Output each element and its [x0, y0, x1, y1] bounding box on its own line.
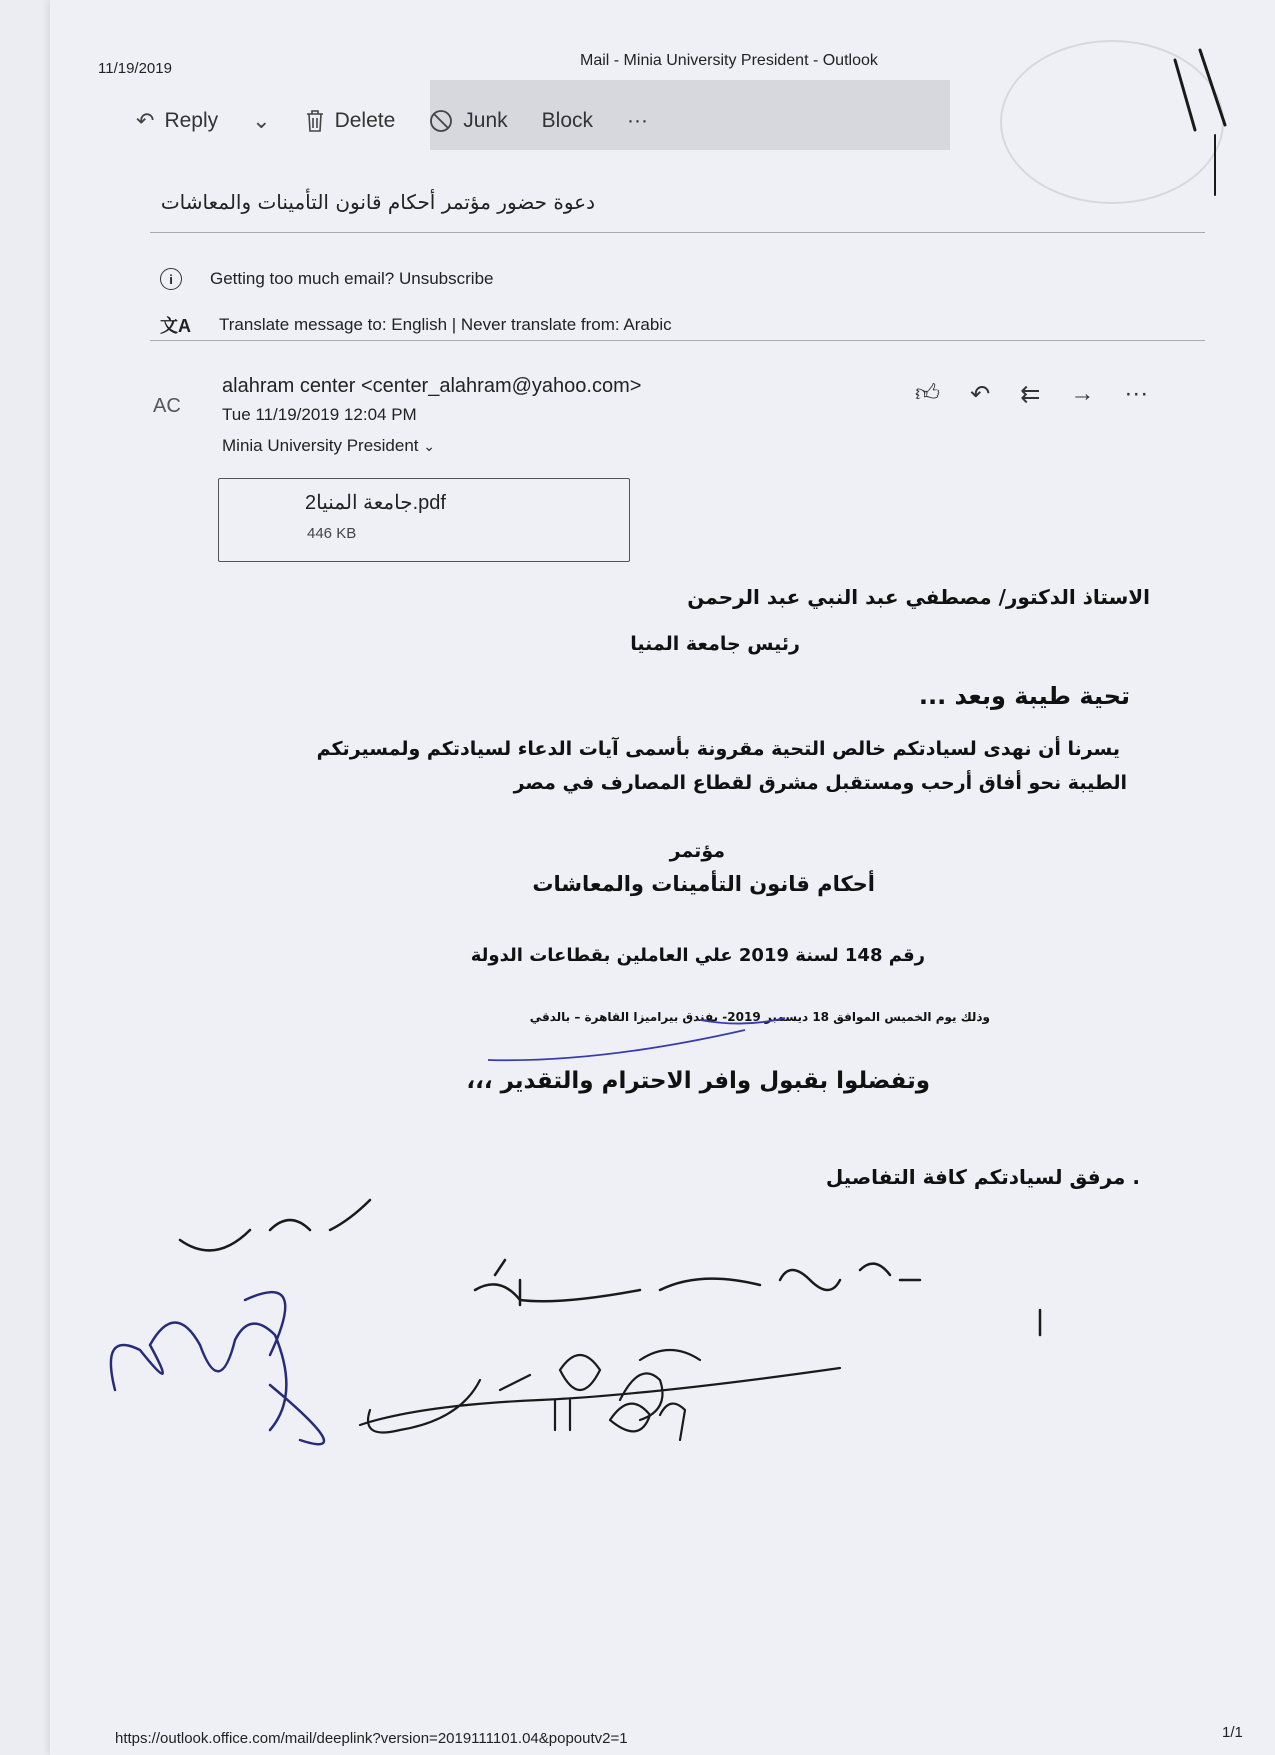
message-datetime: Tue 11/19/2019 12:04 PM: [222, 405, 417, 424]
attachment-size: 446 KB: [307, 525, 357, 542]
letter-recipient-title: رئيس جامعة المنيا: [630, 633, 800, 655]
forward-icon[interactable]: →: [1070, 380, 1095, 407]
signature-date: [360, 1350, 840, 1440]
date-underline: [488, 1030, 745, 1060]
letter-body-line: الطيبة نحو أفاق أرحب ومستقبل مشرق لقطاع المصارف في مصر: [513, 772, 1127, 794]
letter-greeting: تحية طيبة وبعد ...: [918, 682, 1130, 710]
more-icon[interactable]: ···: [1124, 380, 1149, 407]
chevron-down-icon: ⌄: [423, 438, 435, 454]
law-number: رقم 148 لسنة 2019 علي العاملين بقطاعات الدولة: [470, 945, 925, 966]
print-date: 11/19/2019: [98, 60, 172, 77]
more-icon: ···: [627, 109, 648, 132]
chevron-down-icon: ⌄: [252, 108, 271, 133]
unsubscribe-text[interactable]: Getting too much email? Unsubscribe: [210, 269, 494, 288]
signature: [111, 1292, 324, 1444]
translate-text[interactable]: Translate message to: English | Never translate from: Arabic: [219, 315, 672, 334]
reply-icon[interactable]: ↶: [970, 381, 991, 408]
translate-icon: 文A: [160, 316, 191, 336]
conference-label: مؤتمر: [669, 840, 725, 862]
conference-title: أحكام قانون التأمينات والمعاشات: [532, 872, 875, 896]
sender-avatar: AC: [153, 395, 181, 417]
print-title: Mail - Minia University President - Outlook: [580, 52, 878, 69]
reply-all-icon[interactable]: ⇇: [1020, 381, 1041, 408]
handwritten-note: [180, 1200, 1040, 1335]
recipient-name: Minia University President: [222, 436, 419, 455]
attachment-name[interactable]: جامعة المنيا2.pdf: [305, 492, 446, 514]
attachment-note: . مرفق لسيادتكم كافة التفاصيل: [825, 1165, 1140, 1189]
sender-address[interactable]: alahram center <center_alahram@yahoo.com>: [222, 375, 642, 397]
letter-closing: وتفضلوا بقبول وافر الاحترام والتقدير ،،،: [466, 1068, 930, 1094]
like-icon[interactable]: 👍︎: [915, 380, 941, 407]
date-underline: [700, 1018, 785, 1024]
reply-label: Reply: [164, 109, 219, 132]
reply-icon: ↶: [136, 108, 155, 133]
page-number: 1/1: [1222, 1724, 1243, 1741]
message-subject: دعوة حضور مؤتمر أحكام قانون التأمينات والمعاشات: [160, 190, 595, 214]
delete-label: Delete: [334, 109, 396, 132]
footer-url: https://outlook.office.com/mail/deeplink?version=2019111101.04&popoutv2=1: [115, 1730, 628, 1747]
letter-recipient: الاستاذ الدكتور/ مصطفي عبد النبي عبد الرحمن: [687, 585, 1150, 609]
letter-body-line: يسرنا أن نهدى لسيادتكم خالص التحية مقرونة بأسمى آيات الدعاء لسيادتكم ولمسيرتكم: [316, 738, 1120, 760]
info-icon: i: [160, 268, 182, 290]
event-date-venue: وذلك يوم الخميس الموافق 18 ديسمبر 2019- بفندق بيراميزا القاهرة – بالدقي: [529, 1010, 990, 1024]
block-label: Block: [541, 109, 593, 132]
junk-label: Junk: [463, 109, 508, 132]
